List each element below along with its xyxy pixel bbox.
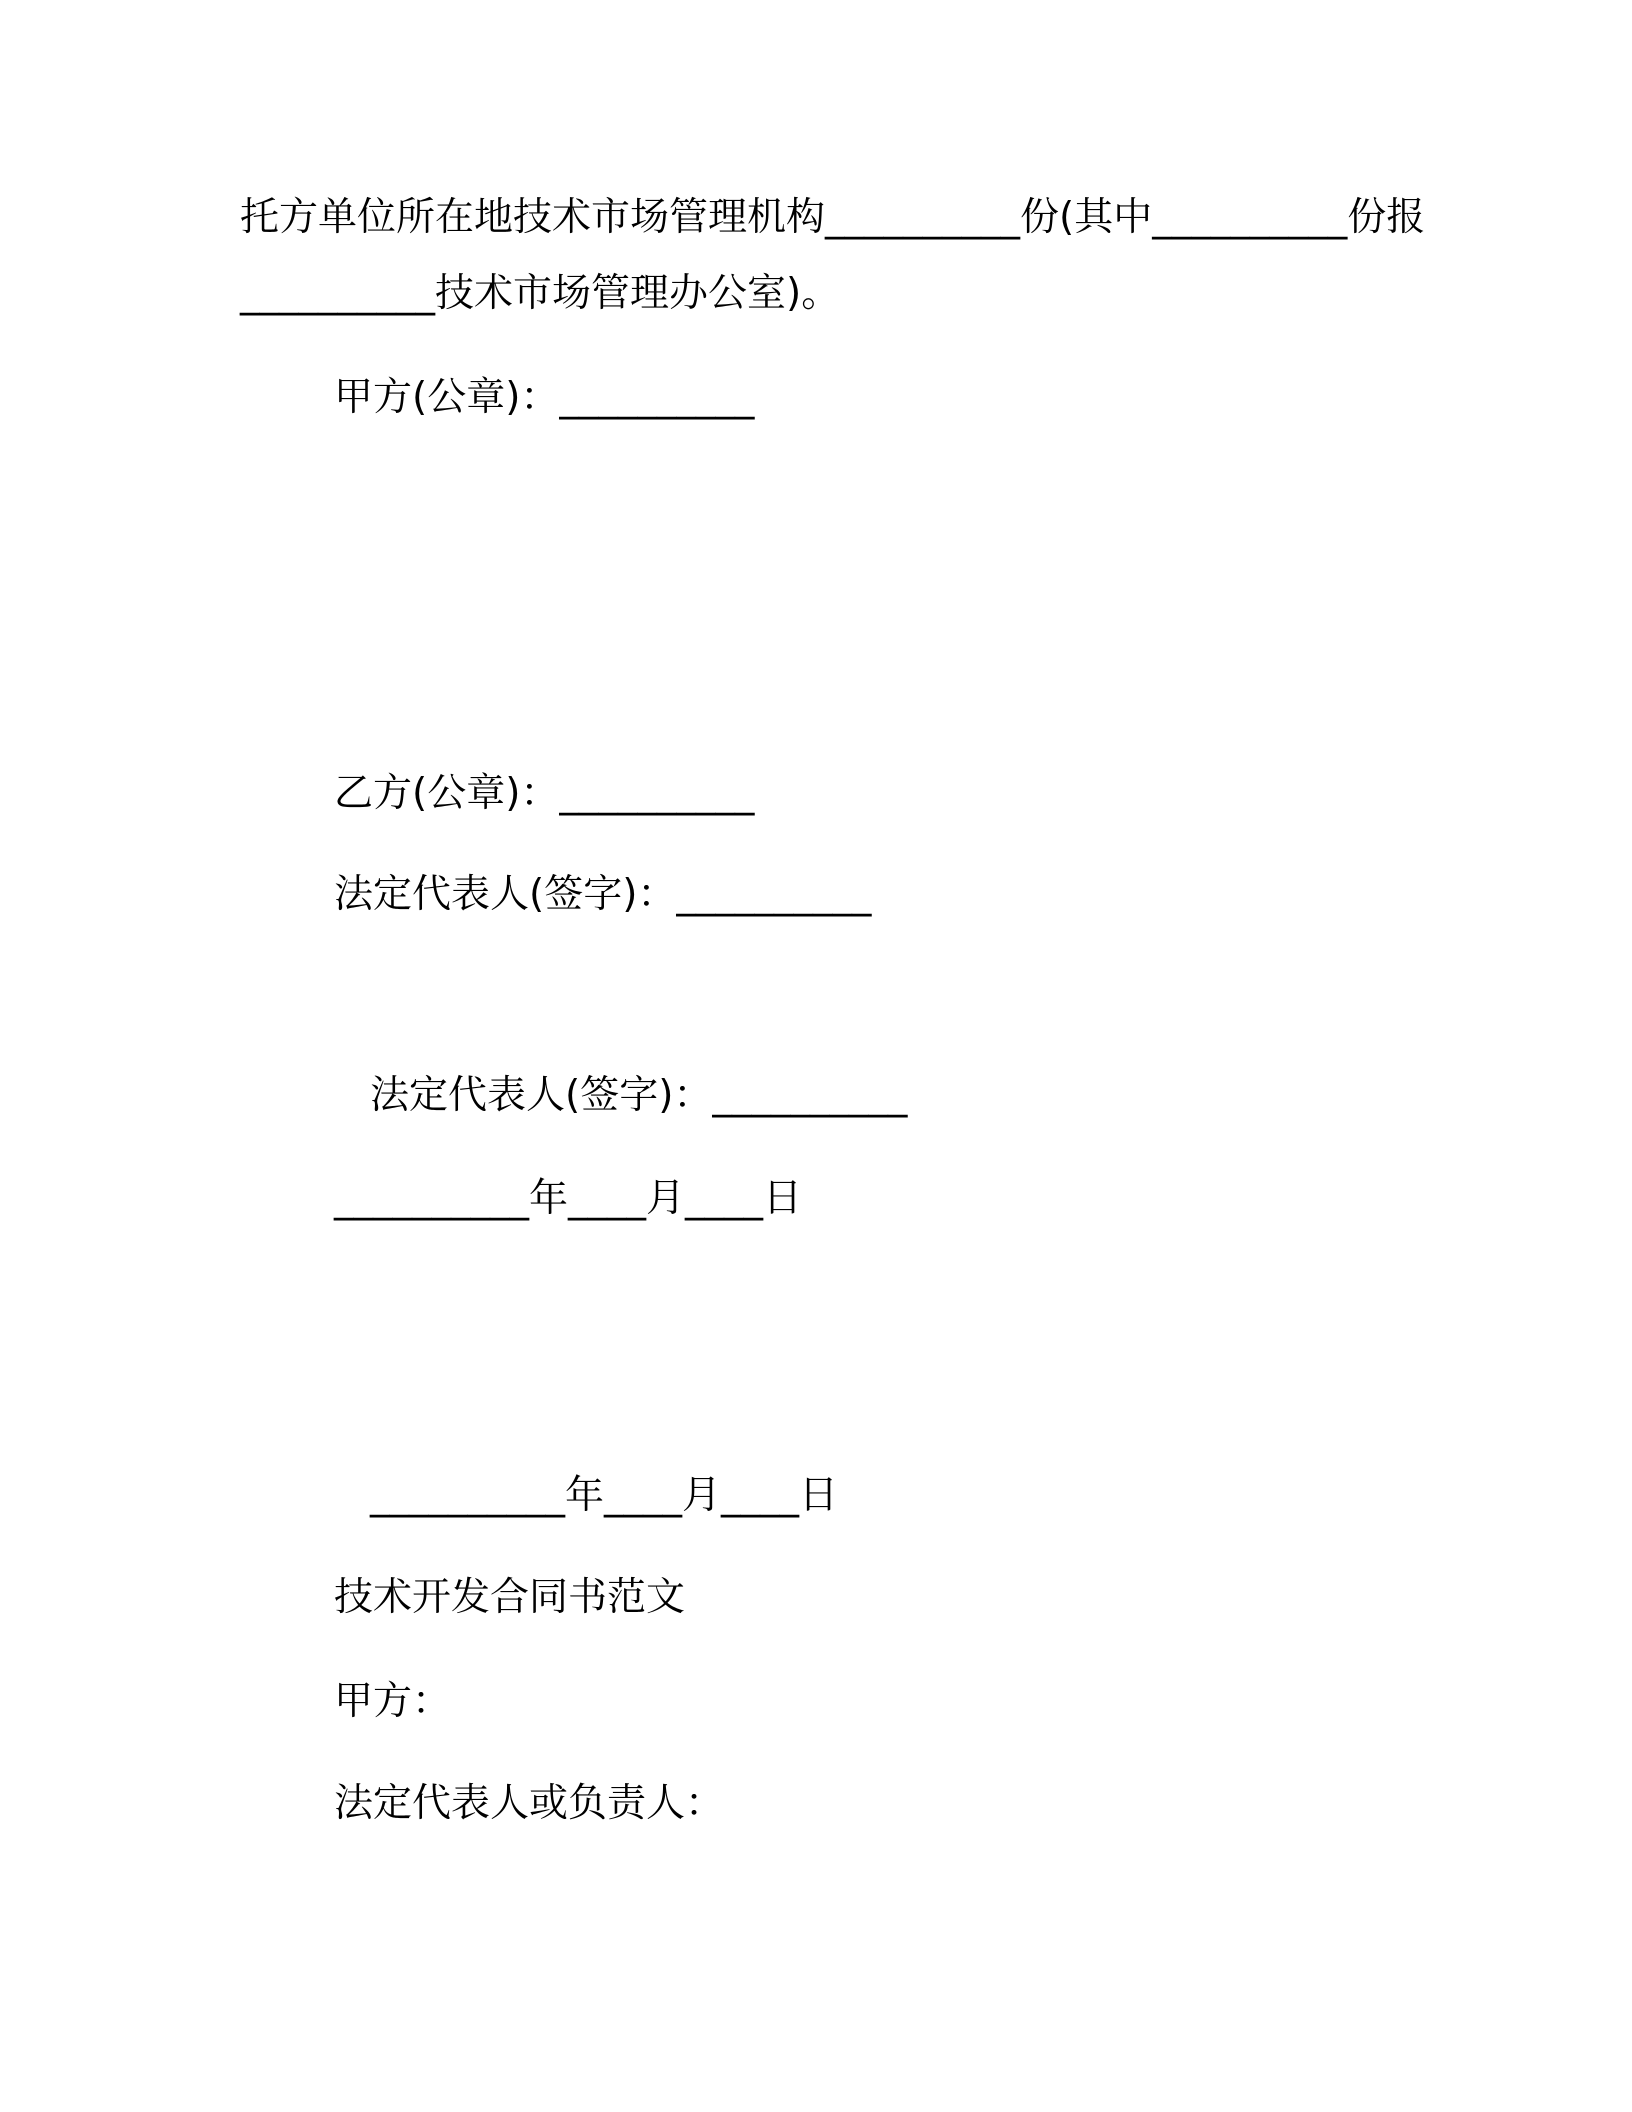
date-line-indented: __________年____月____日 [370, 1473, 839, 1518]
legal-representative-or-responsible-label: 法定代表人或负责人： [334, 1781, 725, 1826]
party-a-seal-line: 甲方(公章)：__________ [334, 375, 755, 420]
sample-title: 技术开发合同书范文 [334, 1575, 686, 1620]
legal-representative-signature-line: 法定代表人(签字)：__________ [334, 872, 872, 917]
legal-representative-signature-line-indented: 法定代表人(签字)：__________ [370, 1073, 908, 1118]
party-a-label: 甲方： [334, 1679, 452, 1724]
party-b-seal-line: 乙方(公章)：__________ [334, 771, 755, 816]
paragraph-line-2: __________技术市场管理办公室)。 [240, 271, 841, 316]
date-line: __________年____月____日 [334, 1176, 803, 1221]
paragraph-line-1: 托方单位所在地技术市场管理机构__________份(其中__________份报 [240, 195, 1426, 240]
